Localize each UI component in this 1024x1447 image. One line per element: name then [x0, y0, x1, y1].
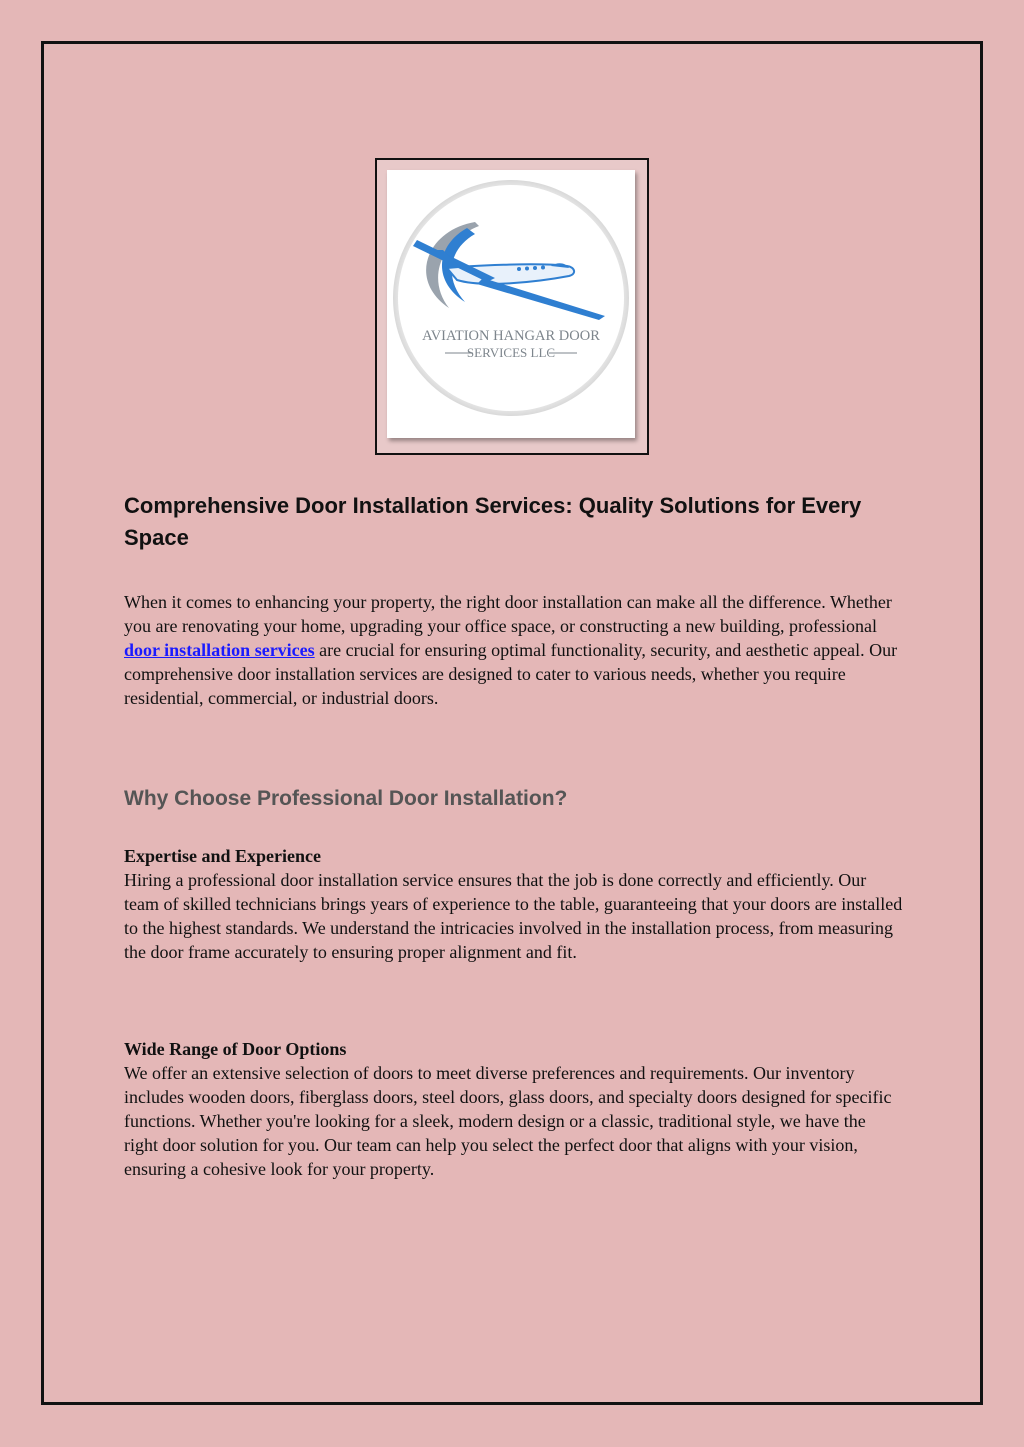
- section-door-options: [124, 1037, 904, 1181]
- logo-text-line2: SERVICES LLC: [466, 345, 556, 360]
- section-body: We offer an extensive selection of doors to meet diverse preferences and requirements. Our inventory includes wooden doors, fiberglass doors, steel doors, glass doors, and specialty doors designed for specific functions. Whether you're looking for a sleek, modern design or a classic, traditional style, we have the right door solution for you. Our team can help you select the perfect door that aligns with your vision, ensuring a cohesive look for your property.: [124, 1063, 892, 1179]
- logo-text-line1: AVIATION HANGAR DOOR: [422, 328, 600, 344]
- section-subtitle: Why Choose Professional Door Installation?: [124, 787, 568, 810]
- logo-frame: [375, 158, 649, 455]
- page-title: Comprehensive Door Installation Services: Quality Solutions for Every Space: [124, 493, 862, 550]
- intro-text-end: are crucial for ensuring optimal functionality, security, and aesthetic appeal. Our comprehensive door installation services are designed to cater to various needs, whether you require residential, commercial, or industrial doors.: [124, 640, 898, 708]
- section-heading: Expertise and Experience: [124, 846, 321, 866]
- intro-paragraph: [124, 590, 904, 710]
- article-content: [124, 490, 904, 1181]
- logo-circle-inner: [398, 185, 624, 411]
- logo-graphic: [387, 170, 635, 438]
- section-body: Hiring a professional door installation service ensures that the job is done correctly and efficiently. Our team of skilled technicians brings years of experience to the table, guaranteeing that your doors are installed to the highest standards. We understand the intricacies involved in the installation process, from measuring the door frame accurately to ensuring proper alignment and fit.: [124, 870, 903, 962]
- intro-text-start: When it comes to enhancing your property, the right door installation can make all the difference. Whether you are renovating your home, upgrading your office space, or constructing a new building, professional: [124, 592, 892, 636]
- section-expertise: [124, 844, 904, 964]
- company-logo: [387, 170, 635, 438]
- door-installation-services-link[interactable]: door installation services: [124, 640, 315, 660]
- section-heading: Wide Range of Door Options: [124, 1039, 347, 1059]
